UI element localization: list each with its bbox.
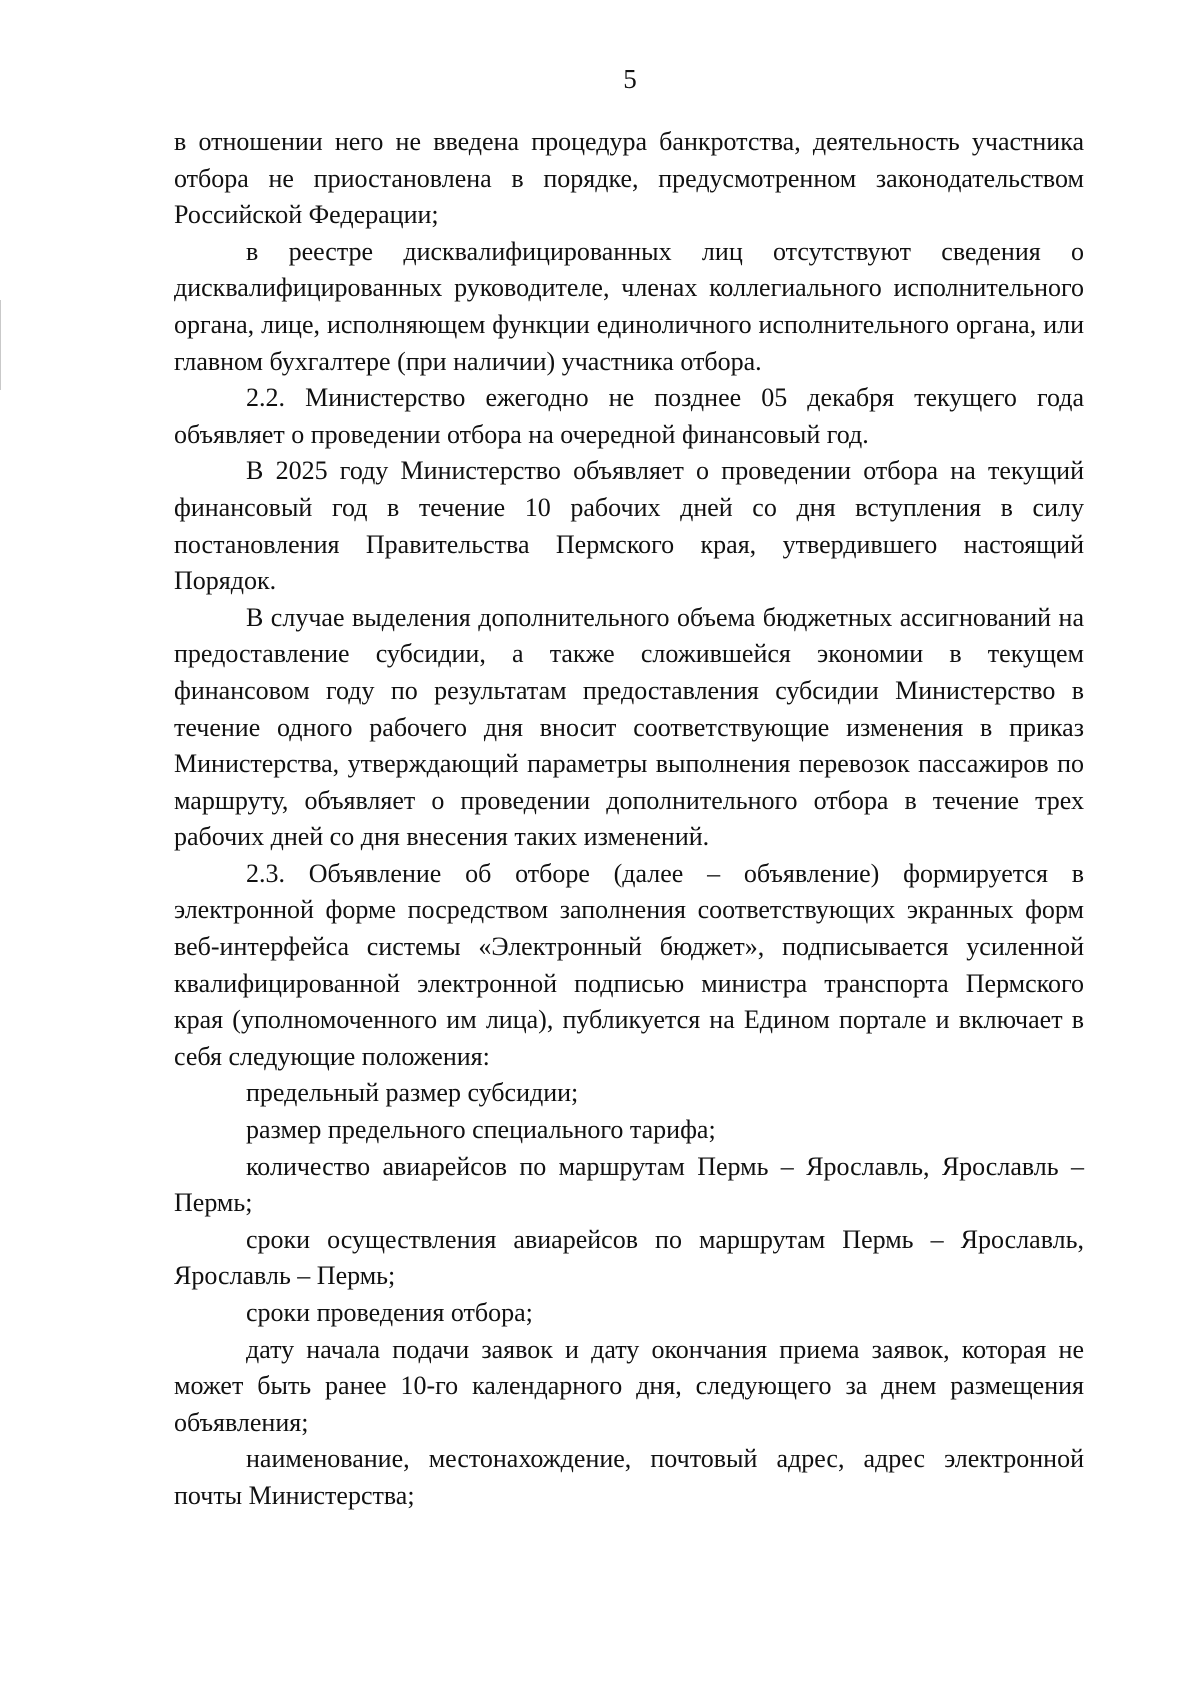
list-item-subsidy-limit: предельный размер субсидии;	[246, 1078, 579, 1108]
document-body	[174, 124, 1084, 1515]
list-item-selection-dates: сроки проведения отбора;	[246, 1298, 533, 1327]
page-number: 5	[623, 64, 637, 94]
paragraph-additional-allocation: В случае выделения дополнительного объема бюджетных ассигнований на предоставление субсидии, а также сложившейся экономии в текущем финансовом году по результатам предоставления субсидии Министерство в течение одного рабочего дня вносит соответствующие изменения в приказ Министерства, утверждающий параметры выполнения перевозок пассажиров по маршруту, объявляет о проведении дополнительного отбора в течение трех рабочих дней со дня внесения таких изменений.	[174, 602, 1084, 852]
list-item-special-tariff: размер предельного специального тарифа;	[246, 1115, 716, 1145]
paragraph-2025-selection: В 2025 году Министерство объявляет о проведении отбора на текущий финансовый год в течение 10 рабочих дней со дня вступления в силу постановления Правительства Пермского края, утвердившего настоящий Порядок.	[174, 456, 1084, 596]
paragraph-bankruptcy-condition: в отношении него не введена процедура банкротства, деятельность участника отбора не приостановлена в порядке, предусмотренном законодательством Российской Федерации;	[174, 127, 1084, 230]
paragraph-2-2: 2.2. Министерство ежегодно не позднее 05 декабря текущего года объявляет о проведении отбора на очередной финансовый год.	[174, 383, 1084, 449]
paragraph-2-3: 2.3. Объявление об отборе (далее – объявление) формируется в электронной форме посредством заполнения соответствующих экранных форм веб-интерфейса системы «Электронный бюджет», подписывается усиленной квалифицированной электронной подписью министра транспорта Пермского края (уполномоченного им лица), публикуется на Едином портале и включает в себя следующие положения:	[174, 858, 1084, 1071]
list-item-application-dates: дату начала подачи заявок и дату окончания приема заявок, которая не может быть ранее 10-го календарного дня, следующего за днем размещения объявления;	[174, 1334, 1084, 1437]
scan-edge-mark	[0, 300, 1, 390]
paragraph-disqualified-register: в реестре дисквалифицированных лиц отсутствуют сведения о дисквалифицированных руководителе, членах коллегиального исполнительного органа, лице, исполняющем функции единоличного исполнительного органа, или главном бухгалтере (при наличии) участника отбора.	[174, 236, 1084, 376]
list-item-flight-dates: сроки осуществления авиарейсов по маршрутам Пермь – Ярославль, Ярославль – Пермь;	[174, 1224, 1084, 1291]
list-item-ministry-contacts: наименование, местонахождение, почтовый адрес, адрес электронной почты Министерства;	[174, 1444, 1084, 1510]
list-item-flight-count: количество авиарейсов по маршрутам Пермь – Ярославль, Ярославль – Пермь;	[174, 1151, 1084, 1218]
